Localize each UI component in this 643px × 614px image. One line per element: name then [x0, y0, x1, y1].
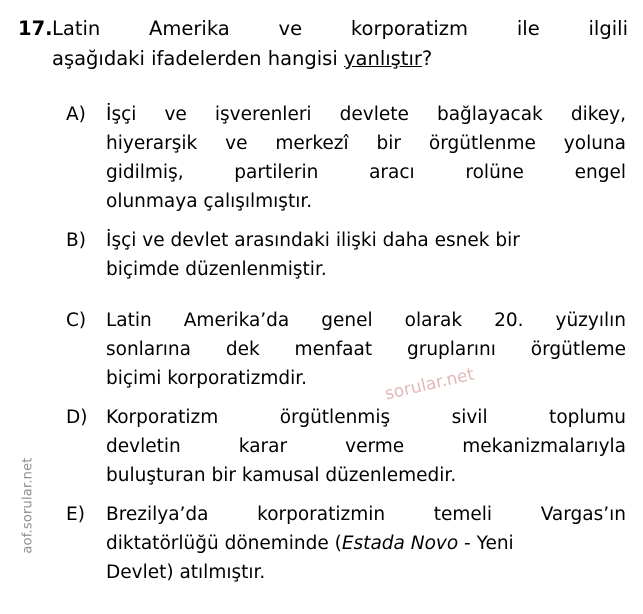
option-c-text	[106, 306, 626, 393]
option-b[interactable]	[66, 226, 626, 284]
option-a-line-1: İşçi ve işverenleri devlete bağlayacak dikey,	[106, 104, 626, 125]
option-d-line-1: Korporatizm örgütlenmiş sivil toplumu	[106, 407, 626, 428]
option-a-text	[106, 100, 626, 216]
option-a-letter: A)	[66, 104, 86, 125]
option-c[interactable]	[66, 306, 626, 393]
option-d-line-3: buluşturan bir kamusal düzenlemedir.	[106, 465, 457, 486]
option-e-line-1: Brezilya’da korporatizmin temeli Vargas’ın	[106, 504, 626, 525]
option-c-line-3: biçimi korporatizmdir.	[106, 368, 308, 389]
option-a-line-2: hiyerarşik ve merkezî bir örgütlenme yoluna	[106, 133, 626, 154]
option-a-line-3: gidilmiş, partilerin aracı rolüne engel	[106, 162, 626, 183]
option-e-letter: E)	[66, 504, 85, 525]
option-c-letter: C)	[66, 310, 87, 331]
option-a[interactable]	[66, 100, 626, 216]
option-d[interactable]	[66, 403, 626, 490]
option-e-text	[106, 500, 626, 587]
option-b-text	[106, 226, 626, 284]
side-watermark: aof.sorular.net	[20, 457, 36, 554]
option-e-line-2	[106, 529, 626, 558]
option-d-line-2: devletin karar verme mekanizmalarıyla	[106, 436, 626, 457]
question-line-2-before: aşağıdaki ifadelerden hangisi	[52, 47, 344, 70]
question-block	[18, 14, 628, 74]
option-b-letter: B)	[66, 230, 86, 251]
question-keyword-yanlistir: yanlıştır	[343, 47, 422, 70]
option-b-line-1: İşçi ve devlet arasındaki ilişki daha esnek bir	[106, 230, 520, 251]
question-line-2-after: ?	[421, 47, 433, 70]
option-d-letter: D)	[66, 407, 88, 428]
option-e-line-2-before: diktatörlüğü döneminde (	[106, 533, 342, 554]
options-list	[66, 100, 626, 597]
option-e-line-3: Devlet) atılmıştır.	[106, 562, 266, 583]
question-line-1: Latin Amerika ve korporatizm ile ilgili	[52, 17, 628, 40]
option-b-line-2: biçimde düzenlenmiştir.	[106, 259, 327, 280]
question-row	[18, 14, 628, 74]
question-line-2	[52, 44, 628, 74]
option-c-line-2: sonlarına dek menfaat gruplarını örgütleme	[106, 339, 626, 360]
option-c-line-1: Latin Amerika’da genel olarak 20. yüzyılın	[106, 310, 626, 331]
option-d-text	[106, 403, 626, 490]
option-a-line-4: olunmaya çalışılmıştır.	[106, 191, 313, 212]
option-e-italic-term: Estada Novo	[341, 533, 459, 554]
diagonal-watermark: sorular.net	[383, 364, 477, 405]
option-e-line-2-after: - Yeni	[458, 533, 514, 554]
question-number: 17.	[18, 17, 53, 40]
question-text	[52, 14, 628, 74]
option-e[interactable]	[66, 500, 626, 587]
